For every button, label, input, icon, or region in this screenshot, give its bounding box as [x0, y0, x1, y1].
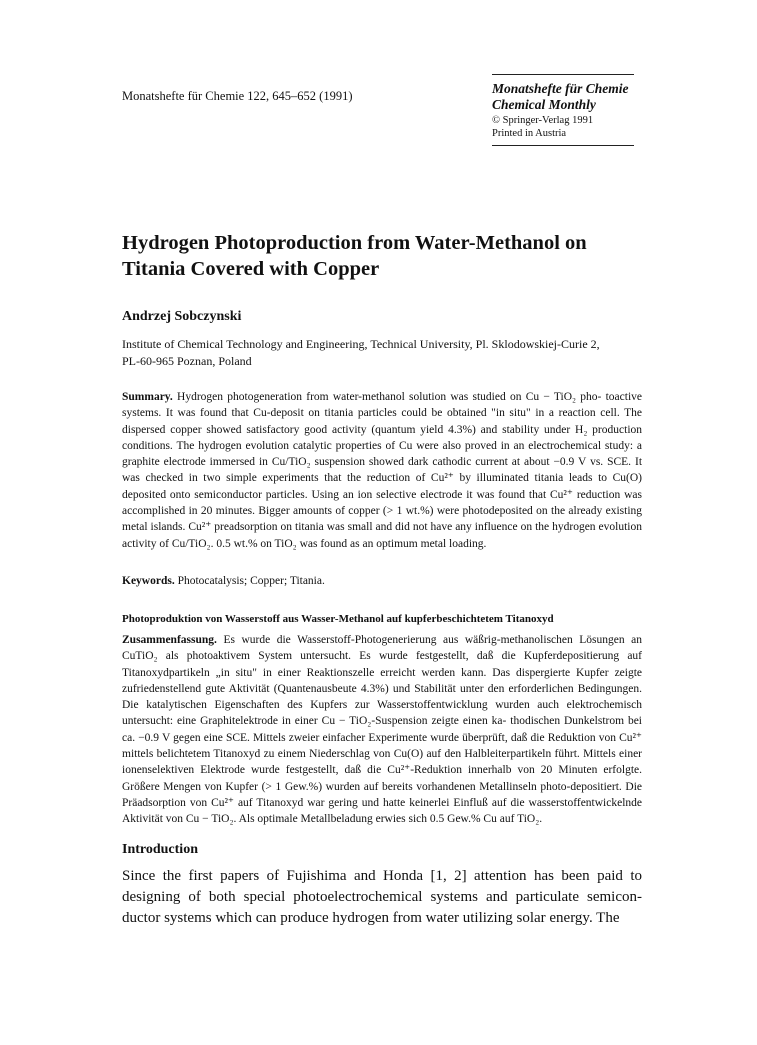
summary-line: Cu²⁺ preadsorption on titania was small and did not have any influence on the hydrogen evolution — [188, 521, 642, 534]
zusammenfassung-line: thodischen Dunkelstrom bei ca. −0.9 V gegen eine SCE. Mittels zweier einfacher Experimente wurde — [122, 715, 642, 744]
affiliation-line-2: PL-60-965 Poznan, Poland — [122, 354, 252, 368]
keywords-text: Photocatalysis; Copper; Titania. — [177, 575, 325, 587]
summary-line: reaction cell. The dispersed copper showed satisfactory good activity (quantum yield 4.3%) and — [122, 407, 642, 436]
masthead-title-german: Monatshefte für Chemie — [492, 81, 629, 96]
journal-reference: Monatshefte für Chemie 122, 645–652 (1991) — [122, 89, 353, 103]
summary-line: Bigger amounts of copper (> 1 wt.%) were photodeposited on the already existing metal islands. — [122, 505, 643, 534]
summary-line: activity of Cu/TiO₂. 0.5 wt.% on TiO₂ was found as an optimum metal loading. — [122, 537, 487, 550]
introduction-line: designing of both special photoelectrochemical systems and particulate semicon- — [122, 889, 642, 905]
affiliation-line-1: Institute of Chemical Technology and Engineering, Technical University, Pl. Sklodowskiej-Curie 2, — [122, 337, 600, 351]
zusammenfassung-label: Zusammenfassung. — [122, 634, 217, 646]
german-title: Photoproduktion von Wasserstoff aus Wasser-Methanol auf kupferbeschichtetem Titanoxyd — [122, 613, 554, 625]
zusammenfassung-line: Bedingungen. Die katalytischen Eigenschaften des Kupfers zur Wasserstoffentwicklung wurden auch — [122, 682, 642, 712]
summary-line: toactive systems. It was found that Cu-deposit on titania particles could be obtained "in situ" in a — [122, 391, 643, 420]
printed-notice: Printed in Austria — [492, 128, 567, 139]
copyright-notice: © Springer-Verlag 1991 — [492, 115, 594, 126]
zusammenfassung-abstract — [122, 632, 642, 828]
article-title — [122, 230, 642, 282]
summary-label: Summary. — [122, 391, 173, 403]
masthead-top-rule — [492, 74, 634, 75]
introduction-line: ductor systems which can produce hydrogen from water utilizing solar energy. The — [122, 910, 620, 926]
introduction-heading: Introduction — [122, 842, 198, 857]
summary-line: Hydrogen photogeneration from water-methanol solution was studied on Cu − TiO₂ pho- — [177, 391, 602, 403]
zusammenfassung-line: elektrochemisch untersucht: eine Graphitelektrode in einer Cu − TiO₂-Suspension zeigte einen ka- — [122, 699, 643, 728]
zusammenfassung-line: Cu(O) auf den Halbleiterpartikeln führt. Mittels einer ionenselektiven Elektrode wurde festgestellt, — [122, 748, 643, 777]
introduction-line: Since the first papers of Fujishima and Honda [1, 2] attention has been paid to — [122, 868, 642, 884]
zusammenfassung-line: Es wurde die Wasserstoff-Photogenerierung aus wäßrig-methanolischen Lösungen — [223, 634, 625, 646]
author-affiliation — [122, 336, 642, 370]
keywords — [122, 575, 642, 587]
zusammenfassung-line: daß die Cu²⁺-Reduktion innerhalb von 20 Minuten erfolgte. Größere Mengen von Kupfer — [122, 764, 643, 793]
masthead-title-english: Chemical Monthly — [492, 97, 596, 112]
article-title-line-1: Hydrogen Photoproduction from Water-Methanol on — [122, 232, 587, 254]
zusammenfassung-line: an CuTiO₂ als photoaktivem System untersucht. Es wurde festgestellt, daß die Kupferdepositierung — [122, 634, 643, 663]
summary-line: dark cathodic current at about −0.9 V vs. SCE. It was checked in two simple experiments that the — [122, 456, 643, 485]
summary-line: reduction of Cu²⁺ by illuminated titania leads to Cu(O) deposited onto semiconductor particles. — [122, 472, 642, 501]
summary-line: also proved in an electrochemical study: a graphite electrode immersed in Cu/TiO₂ suspension showed — [122, 439, 642, 469]
summary-line: Using an ion selective electrode it was found that Cu²⁺ reduction was accomplished in 20 minutes. — [122, 488, 642, 518]
zusammenfassung-line: (> 1 Gew.%) wurden auf bereits vorhandenen Metallinseln photo-depositiert. Die Präadsorption von — [122, 780, 643, 809]
zusammenfassung-line: von Cu − TiO₂. Als optimale Metallbeladung erwies sich 0.5 Gew.% Cu auf TiO₂. — [165, 813, 543, 826]
introduction-text — [122, 866, 642, 929]
summary-line: stability under H₂ production conditions. The hydrogen evolution catalytic properties of Cu were — [122, 423, 643, 452]
author-name: Andrzej Sobczynski — [122, 309, 242, 324]
zusammenfassung-line: zeigte zufriedenstellend gute Aktivität (Quantenausbeute 4.3%) und Stabilität unter den erforderlichen — [122, 666, 643, 695]
zusammenfassung-line: Cu²⁺ auf Titanoxyd war gering und hatte keinerlei Einfluß auf die wasserstoffentwickelnde Aktivität — [122, 796, 642, 826]
masthead-bottom-rule — [492, 145, 634, 146]
keywords-label: Keywords. — [122, 575, 175, 587]
summary-abstract — [122, 389, 642, 552]
journal-masthead — [492, 74, 634, 146]
zusammenfassung-line: überprüft, daß die Reduktion von Cu²⁺ mittels belichtetem Titanoxyd zu einem Niederschlag von — [122, 731, 643, 761]
zusammenfassung-line: auf Titanoxydpartikeln „in situ" in einer Reaktionszelle erreicht werden kann. Das dispergierte Kupfer — [122, 650, 642, 679]
article-title-line-2: Titania Covered with Copper — [122, 258, 380, 280]
